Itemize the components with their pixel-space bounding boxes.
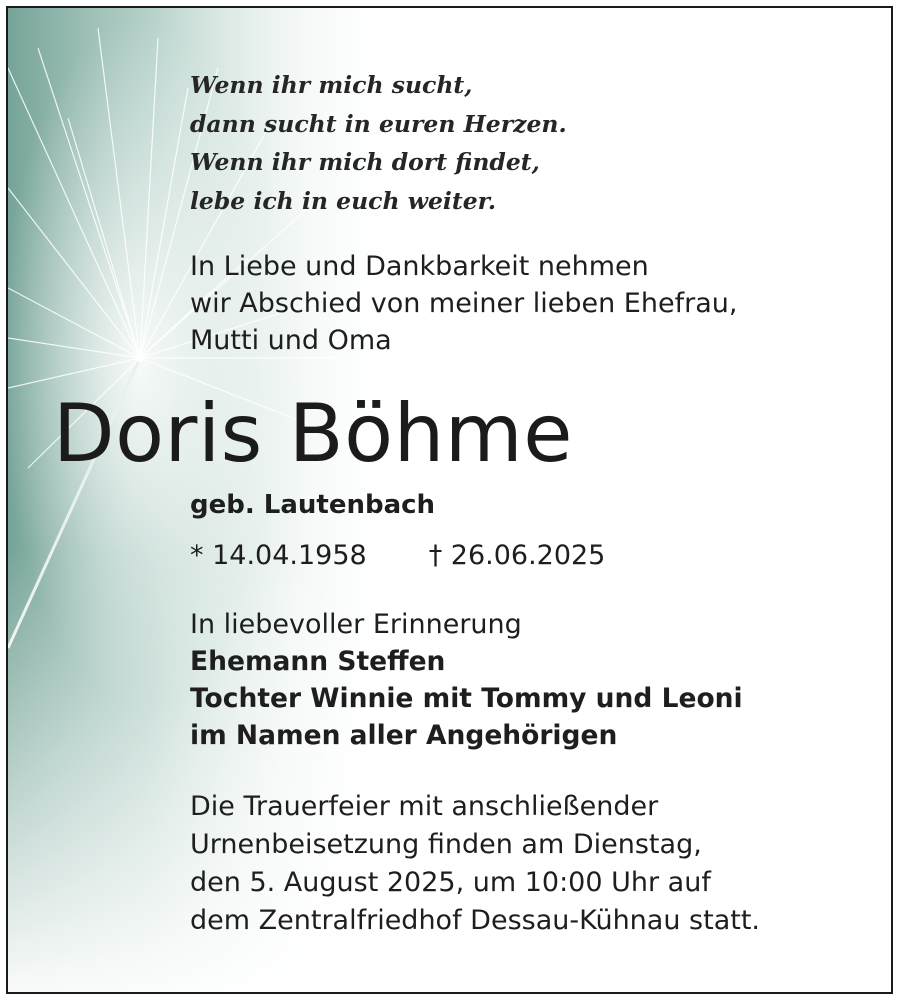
funeral-line: dem Zentralfriedhof Dessau-Kühnau statt. [190,905,760,936]
poem-line: Wenn ihr mich dort findet, [190,148,540,176]
intro-text [190,248,737,359]
intro-line: In Liebe und Dankbarkeit nehmen [190,251,649,282]
funeral-line: den 5. August 2025, um 10:00 Uhr auf [190,867,711,898]
poem-line: Wenn ihr mich sucht, [190,71,473,99]
death-date: † 26.06.2025 [428,540,606,571]
birth-date: * 14.04.1958 [190,540,367,571]
funeral-line: Urnenbeisetzung finden am Dienstag, [190,829,702,860]
obituary-notice [6,6,893,994]
birth-name: geb. Lautenbach [190,490,436,520]
intro-line: wir Abschied von meiner lieben Ehefrau, [190,288,738,319]
mourners-heading: In liebevoller Erinnerung [190,609,522,640]
intro-line: Mutti und Oma [190,325,392,356]
poem-line: lebe ich in euch weiter. [190,186,497,215]
funeral-info [190,788,760,940]
mourner-name: Tochter Winnie mit Tommy und Leoni [190,683,743,714]
mourner-name: im Namen aller Angehörigen [190,720,618,751]
mourners [190,606,743,754]
life-dates [190,536,605,576]
poem-line: dann sucht in euren Herzen. [190,109,567,138]
funeral-line: Die Trauerfeier mit anschließender [190,791,659,822]
deceased-name: Doris Böhme [53,387,573,480]
mourner-name: Ehemann Steffen [190,646,446,677]
poem [190,66,567,220]
